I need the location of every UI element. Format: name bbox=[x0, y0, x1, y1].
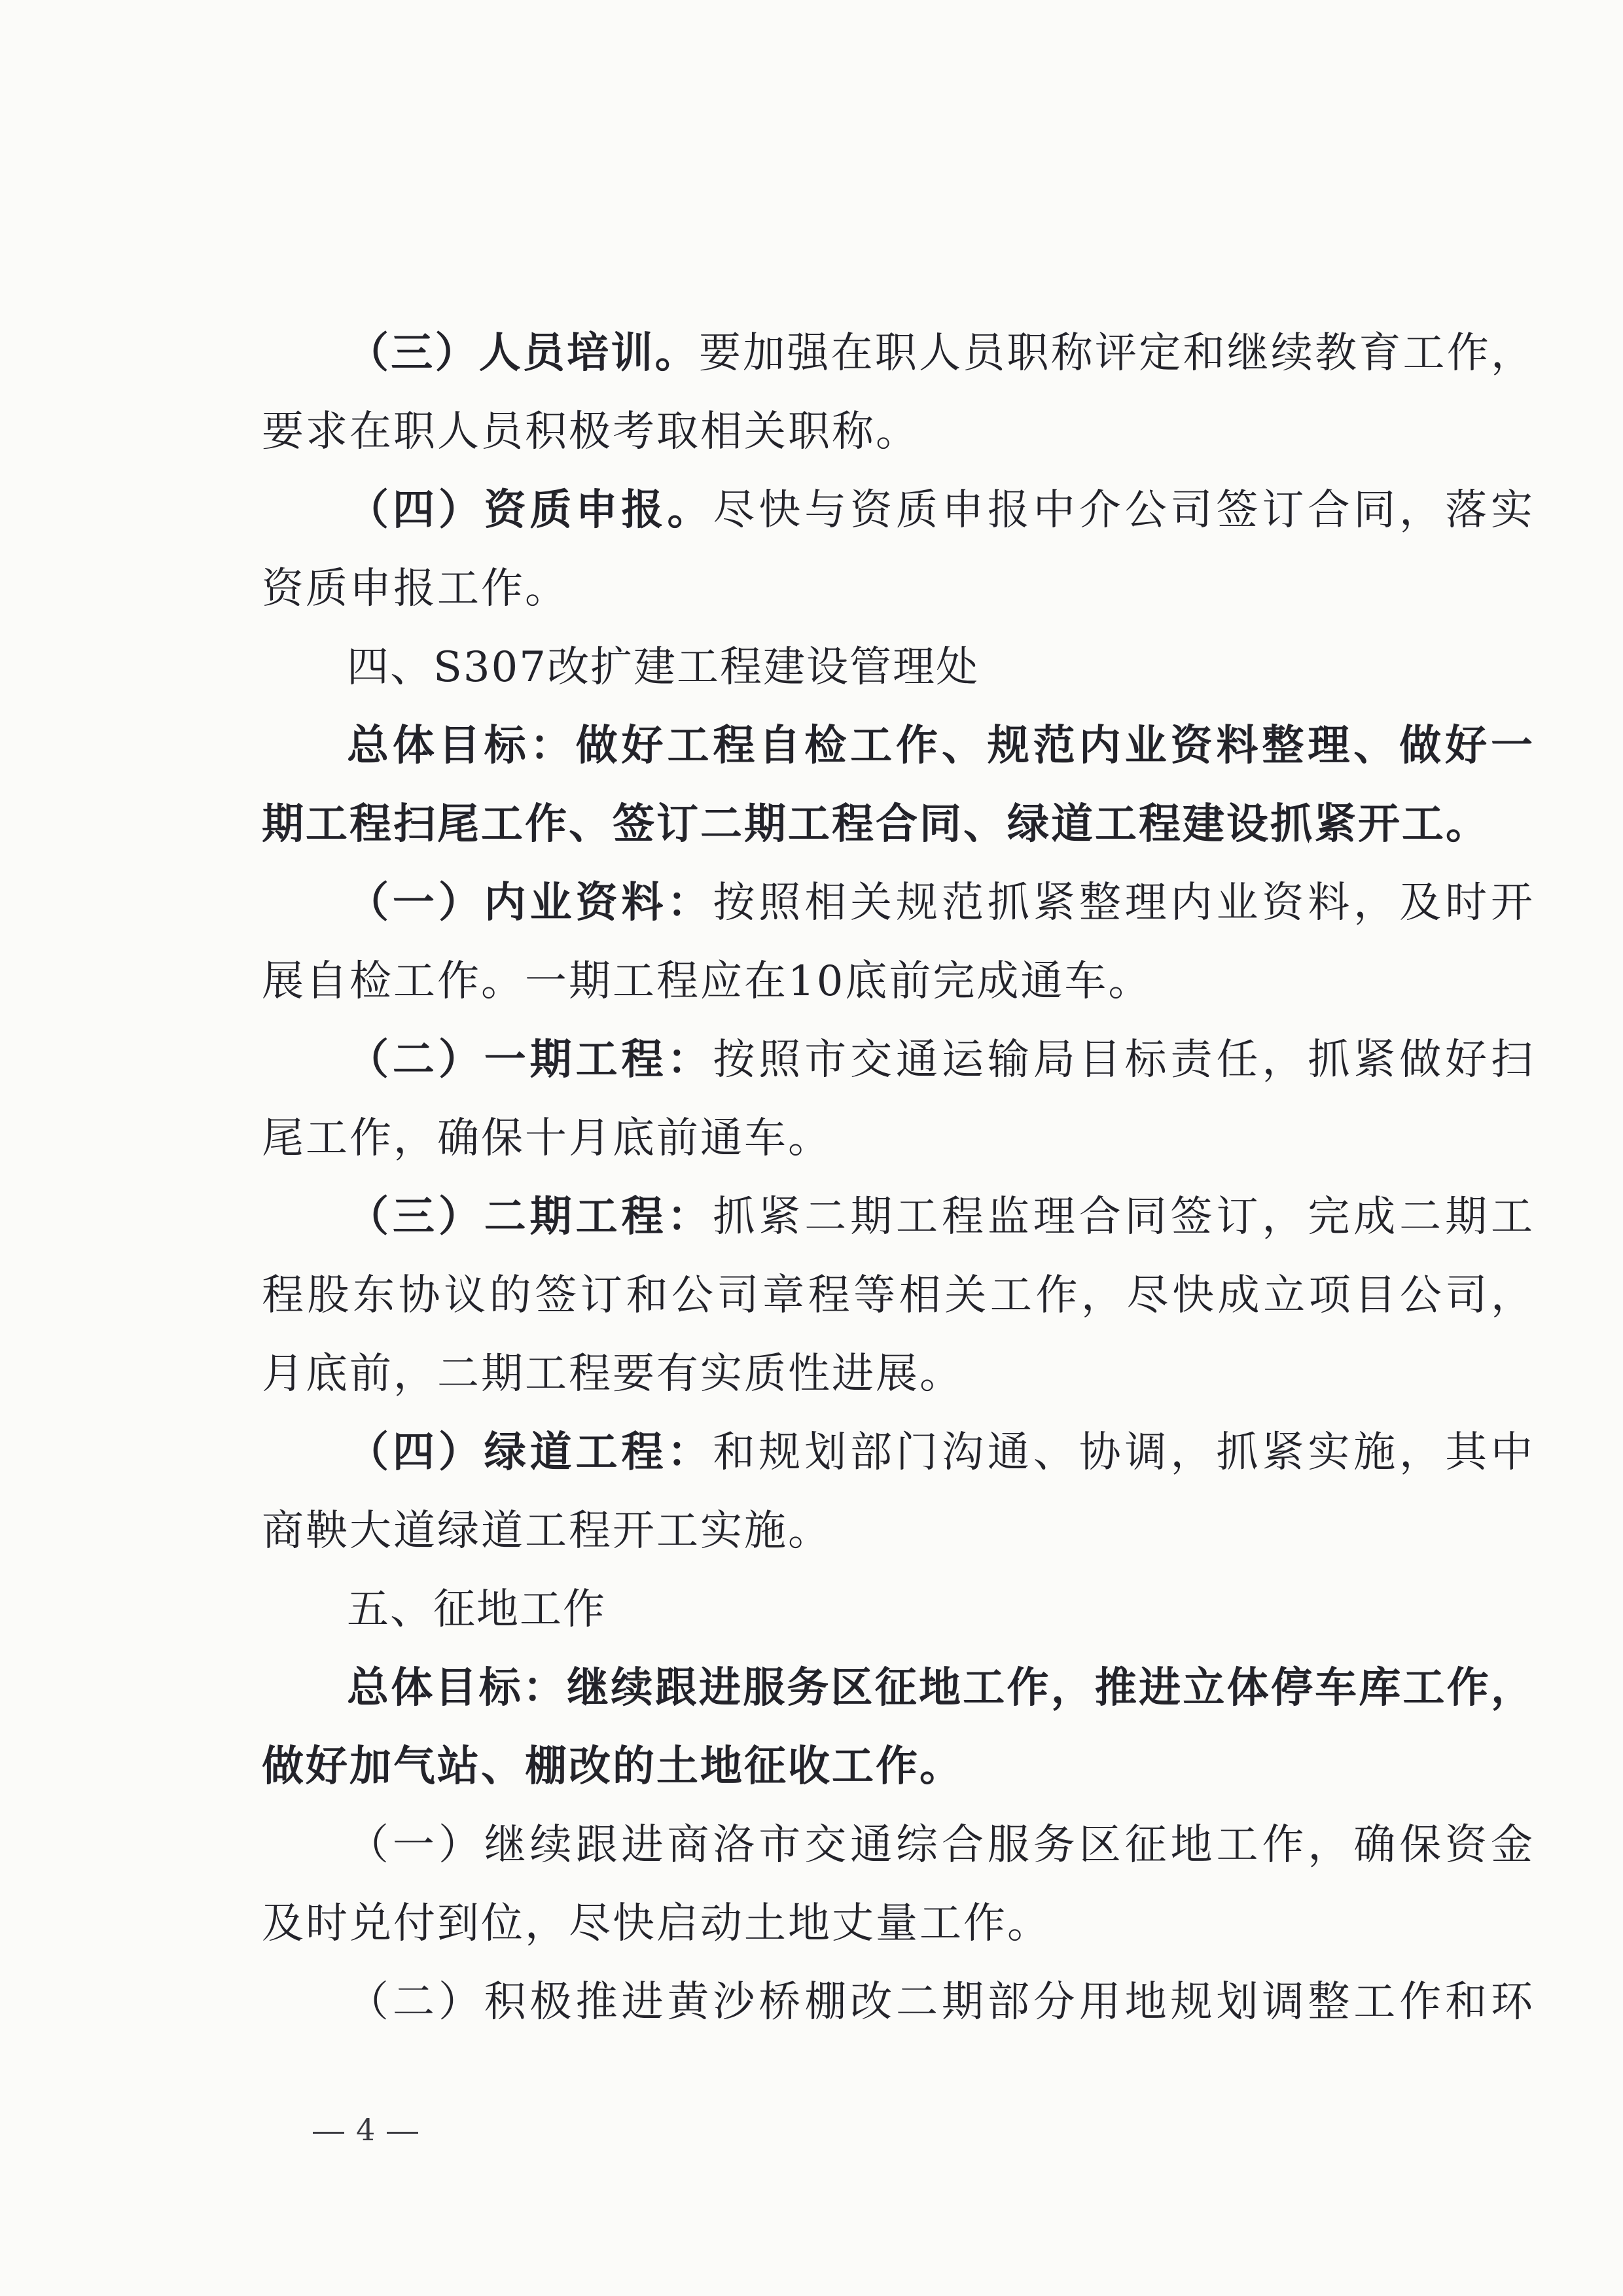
goal-5-line-2 bbox=[262, 1740, 963, 1793]
body-text: 展自检工作。一期工程应在10底前完成通车。 bbox=[262, 957, 1152, 1006]
page-number-dash-right bbox=[387, 2132, 418, 2134]
subheading-training: （三）人员培训。 bbox=[347, 328, 699, 378]
body-text: 尾工作，确保十月底前通车。 bbox=[262, 1114, 832, 1163]
item-5-2-line-1 bbox=[347, 1976, 1535, 2028]
body-text: 商鞅大道绿道工程开工实施。 bbox=[262, 1507, 832, 1555]
page-number-dash-left bbox=[313, 2132, 344, 2134]
item-4-3-line-2 bbox=[262, 1269, 1535, 1322]
body-text: （二）积极推进黄沙桥棚改二期部分用地规划调整工作和环 bbox=[347, 1978, 1535, 2026]
goal-text: 做好工程自检工作、规范内业资料整理、做好一 bbox=[575, 721, 1535, 770]
body-text: 月底前，二期工程要有实质性进展。 bbox=[262, 1350, 963, 1398]
paragraph-3-line-2 bbox=[262, 406, 919, 458]
section-heading-4 bbox=[347, 641, 979, 694]
goal-text: 做好加气站、棚改的土地征收工作。 bbox=[262, 1742, 963, 1791]
body-text: 及时兑付到位，尽快启动土地丈量工作。 bbox=[262, 1899, 1051, 1948]
body-text: 资质申报工作。 bbox=[262, 565, 569, 613]
goal-5-line-1 bbox=[347, 1662, 1535, 1714]
subheading-qualification: （四）资质申报。 bbox=[347, 486, 713, 535]
page-number bbox=[301, 2110, 430, 2149]
item-4-4-line-2 bbox=[262, 1505, 832, 1557]
paragraph-4-line-1 bbox=[347, 484, 1535, 537]
heading-text: 四、S307改扩建工程建设管理处 bbox=[347, 643, 979, 692]
section-heading-5 bbox=[347, 1583, 606, 1636]
body-text: 和规划部门沟通、协调，抓紧实施，其中 bbox=[713, 1428, 1535, 1477]
body-text: 要求在职人员积极考取相关职称。 bbox=[262, 408, 919, 456]
body-text: （一）继续跟进商洛市交通综合服务区征地工作，确保资金 bbox=[347, 1821, 1535, 1869]
paragraph-3-line-1 bbox=[347, 327, 1535, 380]
subheading-phase-one: （二）一期工程： bbox=[347, 1035, 713, 1084]
page-number-value: 4 bbox=[356, 2112, 376, 2147]
body-text: 程股东协议的签订和公司章程等相关工作，尽快成立项目公司， bbox=[262, 1271, 1535, 1320]
item-5-1-line-1 bbox=[347, 1819, 1535, 1871]
item-4-3-line-1 bbox=[347, 1191, 1535, 1243]
goal-text: 总体目标：继续跟进服务区征地工作，推进立体停车库工作， bbox=[347, 1663, 1535, 1712]
subheading-greenway: （四）绿道工程： bbox=[347, 1428, 713, 1477]
goal-4-line-2 bbox=[262, 798, 1489, 851]
item-4-1-line-1 bbox=[347, 877, 1535, 929]
body-text: 按照市交通运输局目标责任，抓紧做好扫 bbox=[713, 1036, 1535, 1084]
paragraph-4-line-2 bbox=[262, 563, 569, 615]
body-text: 按照相关规范抓紧整理内业资料，及时开 bbox=[713, 879, 1535, 927]
body-text: 抓紧二期工程监理合同签订，完成二期工 bbox=[713, 1193, 1535, 1241]
subheading-internal-data: （一）内业资料： bbox=[347, 878, 713, 927]
goal-4-line-1 bbox=[347, 720, 1535, 772]
goal-label: 总体目标： bbox=[347, 721, 576, 770]
item-4-1-line-2 bbox=[262, 955, 1152, 1008]
item-4-3-line-3 bbox=[262, 1348, 963, 1400]
body-text: 要加强在职人员职称评定和继续教育工作， bbox=[698, 329, 1535, 378]
item-5-1-line-2 bbox=[262, 1898, 1051, 1950]
item-4-2-line-2 bbox=[262, 1112, 832, 1165]
item-4-2-line-1 bbox=[347, 1034, 1535, 1086]
heading-text: 五、征地工作 bbox=[347, 1585, 606, 1634]
goal-text: 期工程扫尾工作、签订二期工程合同、绿道工程建设抓紧开工。 bbox=[262, 800, 1489, 849]
item-4-4-line-1 bbox=[347, 1426, 1535, 1479]
body-text: 尽快与资质申报中介公司签订合同，落实 bbox=[713, 486, 1535, 535]
subheading-phase-two: （三）二期工程： bbox=[347, 1192, 713, 1241]
